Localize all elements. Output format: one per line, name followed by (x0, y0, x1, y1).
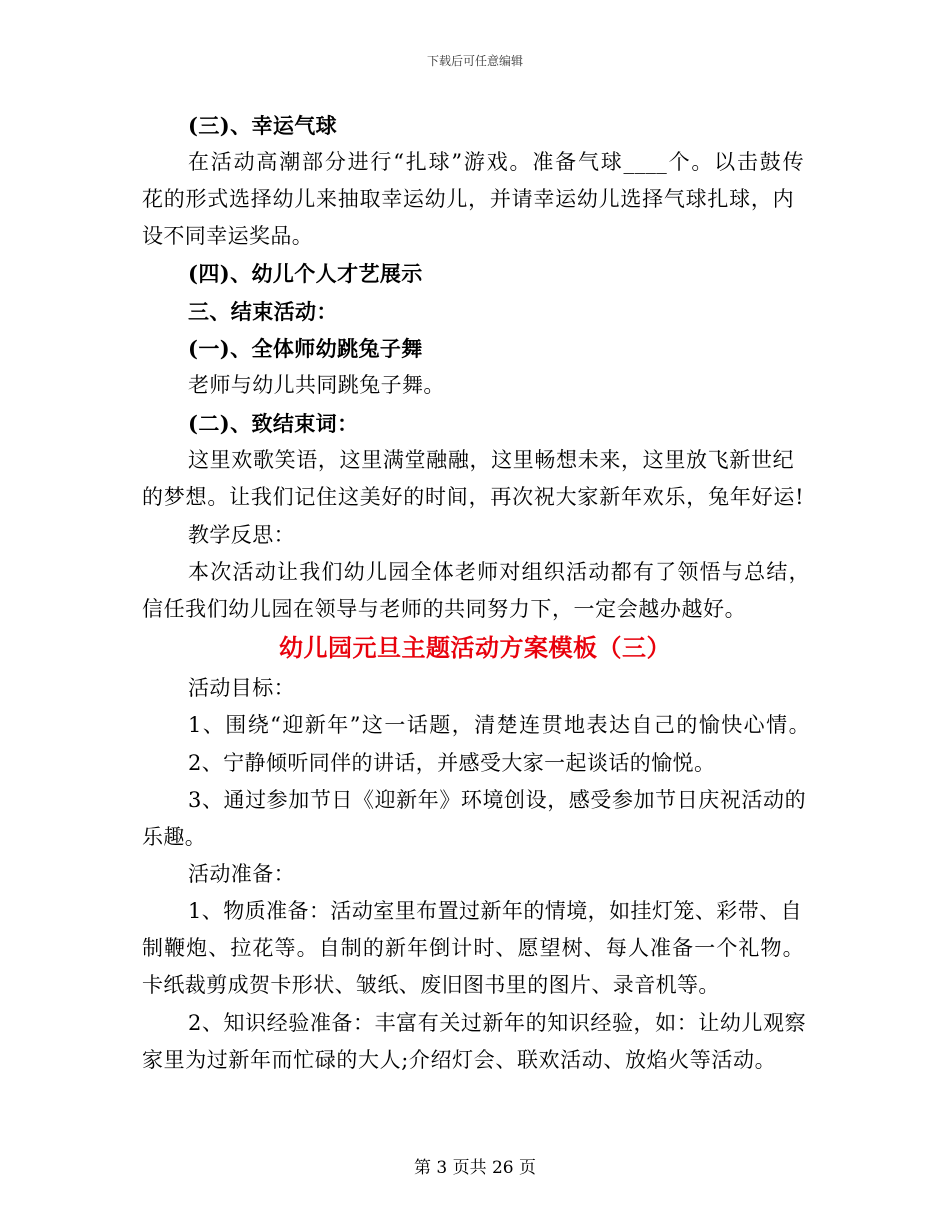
section-heading: (二)、致结束词： (188, 411, 359, 436)
paragraph-line: 卡纸裁剪成贺卡形状、皱纸、废旧图书里的图片、录音机等。 (142, 973, 720, 997)
paragraph-line: 花的形式选择幼儿来抽取幸运幼儿，并请幸运幼儿选择气球扎球，内 (142, 187, 794, 211)
paragraph-line: 乐趣。 (142, 825, 207, 849)
section-heading: (一)、全体师幼跳兔子舞 (188, 336, 423, 361)
paragraph-line: 在活动高潮部分进行“扎球”游戏。准备气球____个。以击鼓传 (188, 150, 804, 174)
section-heading: 三、结束活动： (188, 299, 338, 324)
paragraph-line: 制鞭炮、拉花等。自制的新年倒计时、愿望树、每人准备一个礼物。 (142, 936, 804, 960)
section-heading: (四)、幼儿个人才艺展示 (188, 261, 423, 286)
page-header: 下载后可任意编辑 (426, 54, 523, 68)
paragraph-line: 活动目标： (188, 676, 295, 700)
list-item: 2、宁静倾听同伴的讲话，并感受大家一起谈话的愉悦。 (188, 751, 716, 775)
section-heading: (三)、幸运气球 (188, 113, 338, 138)
list-item: 1、物质准备：活动室里布置过新年的情境，如挂灯笼、彩带、自 (188, 899, 802, 923)
paragraph-line: 信任我们幼儿园在领导与老师的共同努力下，一定会越办越好。 (142, 597, 746, 621)
paragraph-line: 教学反思： (188, 523, 295, 547)
paragraph-line: 这里欢歌笑语，这里满堂融融，这里畅想未来，这里放飞新世纪 (188, 448, 794, 472)
document-title: 幼儿园元旦主题活动方案模板（三） (279, 633, 671, 662)
page-footer: 第 3 页共 26 页 (413, 1158, 537, 1178)
paragraph-line: 设不同幸运奖品。 (142, 224, 314, 248)
list-item: 3、通过参加节日《迎新年》环境创设，感受参加节日庆祝活动的 (188, 788, 806, 812)
paragraph-line: 的梦想。让我们记住这美好的时间，再次祝大家新年欢乐，兔年好运! (142, 485, 804, 509)
paragraph-line: 老师与幼儿共同跳兔子舞。 (188, 373, 445, 397)
list-item: 1、围绕“迎新年”这一话题，清楚连贯地表达自己的愉快心情。 (188, 713, 810, 737)
list-item: 2、知识经验准备：丰富有关过新年的知识经验，如：让幼儿观察 (188, 1011, 806, 1035)
paragraph-line: 活动准备： (188, 862, 295, 886)
paragraph-line: 家里为过新年而忙碌的大人;介绍灯会、联欢活动、放焰火等活动。 (142, 1048, 776, 1072)
paragraph-line: 本次活动让我们幼儿园全体老师对组织活动都有了领悟与总结， (188, 560, 810, 584)
